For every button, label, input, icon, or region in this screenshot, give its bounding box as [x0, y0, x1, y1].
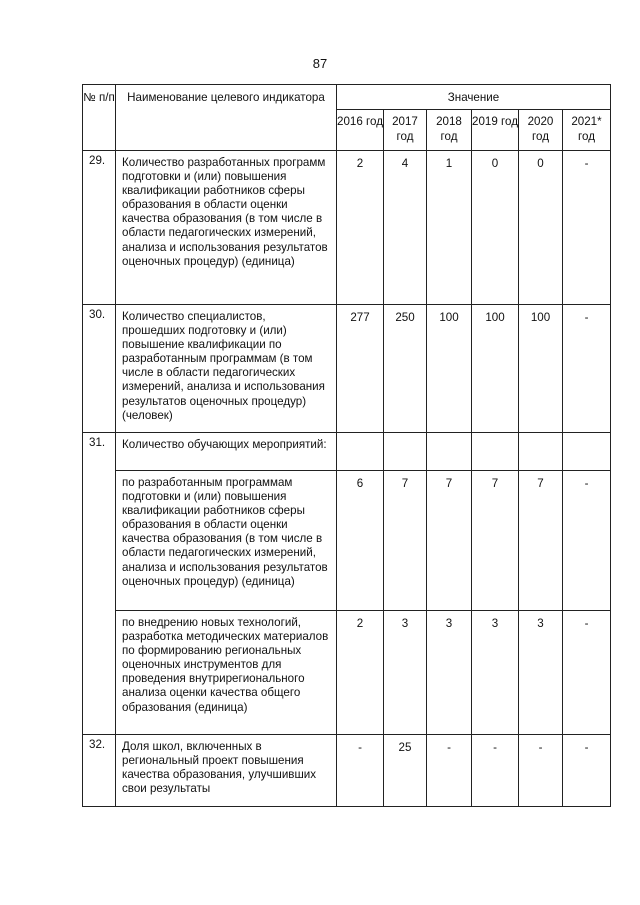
row-value: 7 — [427, 471, 472, 611]
row-value — [337, 433, 384, 471]
row-value: 0 — [519, 151, 563, 305]
row-value: 7 — [472, 471, 519, 611]
table-row — [83, 471, 611, 611]
row-value: 3 — [472, 611, 519, 735]
row-indicator: по разработанным программам подготовки и (или) повышения квалификации работников сферы образования в области оценки качества образования (в том числе в области педагогических измерений, анализа и использования результатов оценочных процедур) (единица) — [116, 471, 337, 611]
header-year: 2016 год — [337, 110, 384, 151]
row-value: - — [563, 611, 611, 735]
row-value: 0 — [472, 151, 519, 305]
row-value — [427, 433, 472, 471]
row-value: 250 — [384, 305, 427, 433]
page-number: 87 — [312, 56, 328, 71]
table-row — [83, 735, 611, 807]
table-row — [83, 433, 611, 471]
header-year: 2020 год — [519, 110, 563, 151]
row-num: 29. — [83, 151, 116, 305]
header-year: 2018 год — [427, 110, 472, 151]
row-value — [472, 433, 519, 471]
row-indicator: Количество обучающих мероприятий: — [116, 433, 337, 471]
row-value: 2 — [337, 151, 384, 305]
table-row — [83, 305, 611, 433]
indicator-table — [82, 84, 611, 807]
row-indicator: по внедрению новых технологий, разработка методических материалов по формированию региональных оценочных инструментов для проведения внутрирегионального анализа оценки качества общего образования (единица) — [116, 611, 337, 735]
table-row — [83, 611, 611, 735]
row-value: 25 — [384, 735, 427, 807]
row-value: 100 — [519, 305, 563, 433]
table-row — [83, 151, 611, 305]
row-value: - — [519, 735, 563, 807]
row-value: - — [427, 735, 472, 807]
row-value: - — [337, 735, 384, 807]
row-num: 31. — [83, 433, 116, 735]
row-indicator: Количество специалистов, прошедших подготовку и (или) повышение квалификации по разработанным программам (в том числе в области педагогических измерений, анализа и использования результатов оценочных процедур) (человек) — [116, 305, 337, 433]
row-value: 4 — [384, 151, 427, 305]
header-name: Наименование целевого индикатора — [116, 85, 337, 151]
row-value — [384, 433, 427, 471]
row-value: - — [472, 735, 519, 807]
row-value — [563, 433, 611, 471]
row-value: - — [563, 735, 611, 807]
header-value: Значение — [337, 85, 611, 110]
row-value: 100 — [472, 305, 519, 433]
header-num: № п/п — [83, 85, 116, 151]
row-value: 7 — [519, 471, 563, 611]
row-num: 32. — [83, 735, 116, 807]
row-value: 3 — [427, 611, 472, 735]
row-value: 3 — [384, 611, 427, 735]
row-indicator: Количество разработанных программ подготовки и (или) повышения квалификации работников сферы образования в области оценки качества образования (в том числе в области педагогических измерений, анализа и использования результатов оценочных процедур) (единица) — [116, 151, 337, 305]
row-num: 30. — [83, 305, 116, 433]
row-value: 2 — [337, 611, 384, 735]
row-value: 3 — [519, 611, 563, 735]
header-year: 2021* год — [563, 110, 611, 151]
row-value — [519, 433, 563, 471]
row-value: - — [563, 305, 611, 433]
row-value: 7 — [384, 471, 427, 611]
row-indicator: Доля школ, включенных в региональный проект повышения качества образования, улучшивших свои результаты — [116, 735, 337, 807]
row-value: 6 — [337, 471, 384, 611]
header-year: 2019 год — [472, 110, 519, 151]
row-value: 277 — [337, 305, 384, 433]
header-year: 2017 год — [384, 110, 427, 151]
row-value: 100 — [427, 305, 472, 433]
row-value: - — [563, 151, 611, 305]
row-value: - — [563, 471, 611, 611]
row-value: 1 — [427, 151, 472, 305]
